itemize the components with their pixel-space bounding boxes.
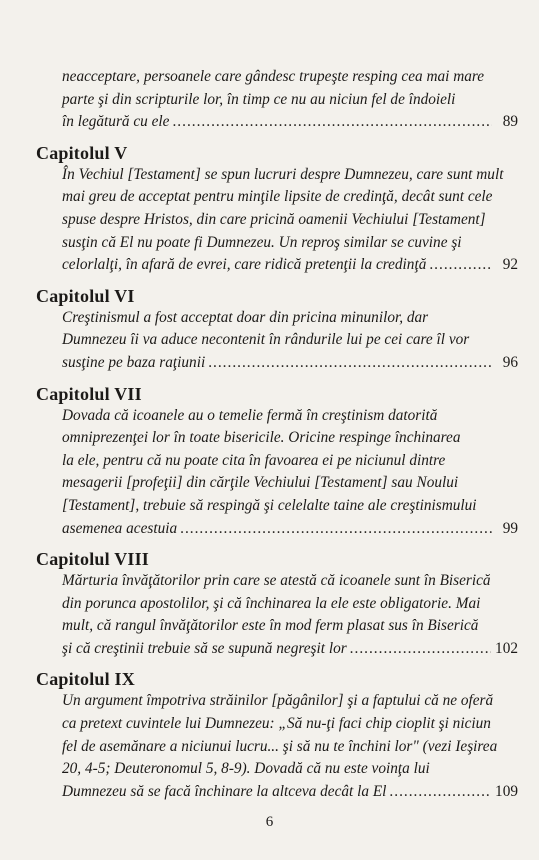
toc-chapter-5	[36, 142, 518, 277]
toc-entry-last-line	[62, 254, 518, 277]
table-of-contents	[36, 66, 518, 803]
chapter-heading: Capitolul IX	[36, 669, 135, 690]
toc-entry-line: 20, 4-5; Deuteronomul 5, 8-9). Dovadă că nu este voinţa lui	[62, 760, 430, 778]
toc-page-number: 102	[495, 639, 518, 657]
toc-entry-last-line	[62, 352, 518, 375]
toc-entry-line: fel de asemănare a niciunui lucru... şi să nu te închini lor" (vezi Ieşirea	[62, 737, 498, 755]
toc-entry-line: susţin că El nu poate fi Dumnezeu. Un reproş similar se cuvine şi	[62, 233, 462, 251]
toc-page-number: 109	[495, 782, 518, 800]
dot-leader	[350, 638, 491, 661]
toc-entry-last-line	[62, 781, 518, 804]
dot-leader	[429, 254, 492, 277]
toc-entry-line: [Testament], trebuie să respingă şi celelalte taine ale creştinismului	[62, 496, 477, 514]
toc-page-number: 99	[502, 519, 518, 537]
toc-entry-line: mesagerii [profeţii] din cărţile Vechiului [Testament] sau Noului	[62, 474, 459, 492]
toc-entry-line: mai greu de acceptat pentru minţile lipsite de credinţă, decât sunt cele	[62, 188, 493, 206]
toc-entry-line: neacceptare, persoanele care gândesc trupeşte resping cea mai mare	[62, 68, 485, 85]
toc-entry-last-line	[62, 518, 518, 541]
page-footer-number: 6	[265, 814, 274, 830]
dot-leader	[172, 111, 492, 134]
toc-entry-text: şi că creştinii trebuie să se supună negreşit lor	[62, 639, 347, 657]
dot-leader	[389, 781, 491, 804]
chapter-heading: Capitolul V	[36, 142, 128, 163]
toc-page-number: 96	[502, 353, 518, 371]
toc-entry-line: mult, că rangul învăţătorilor este în mod ferm plasat sus în Biserică	[62, 617, 479, 635]
toc-page-number: 89	[502, 113, 518, 131]
toc-entry-line: parte şi din scripturile lor, în timp ce nu au niciun fel de îndoieli	[62, 90, 456, 108]
toc-entry-line: din porunca apostolilor, şi că închinarea la ele este obligatorie. Mai	[62, 594, 481, 612]
toc-chapter-8	[36, 548, 518, 660]
toc-entry-text: celorlalţi, în afară de evrei, care ridică pretenţii la credinţă	[62, 256, 427, 274]
toc-entry-line: Dovada că icoanele au o temelie fermă în creştinism datorită	[62, 406, 438, 424]
chapter-heading: Capitolul VI	[36, 285, 135, 306]
toc-entry-text: în legătură cu ele	[62, 113, 170, 131]
toc-entry-last-line	[62, 111, 518, 134]
toc-page-number: 92	[502, 256, 518, 274]
toc-entry-line: ca pretext cuvintele lui Dumnezeu: „Să nu-ţi faci chip cioplit şi niciun	[62, 715, 491, 733]
toc-entry-text: Dumnezeu să se facă închinare la altceva decât la El	[62, 782, 387, 800]
dot-leader	[208, 352, 492, 375]
toc-entry-line: Mărturia învăţătorilor prin care se atestă că icoanele sunt în Biserică	[62, 572, 491, 590]
toc-chapter-9	[36, 668, 518, 803]
toc-entry-line: Creştinismul a fost acceptat doar din pricina minunilor, dar	[62, 308, 429, 326]
toc-entry-continuation	[62, 66, 518, 134]
chapter-heading: Capitolul VIII	[36, 549, 150, 570]
toc-chapter-7	[36, 383, 518, 541]
toc-entry-text: susţine pe baza raţiunii	[62, 353, 206, 371]
toc-entry-line: Un argument împotriva străinilor [păgânilor] şi a faptului că ne oferă	[62, 692, 494, 710]
toc-entry-line: spuse despre Hristos, din care pricină oamenii Vechiului [Testament]	[62, 210, 486, 228]
toc-entry-line: Dumnezeu îi va aduce necontenit în rândurile lui pe cei care îl vor	[62, 331, 470, 349]
toc-entry-line: la ele, pentru că nu poate cita în favoarea ei pe niciunul dintre	[62, 451, 446, 469]
dot-leader	[180, 518, 492, 541]
toc-entry-line: În Vechiul [Testament] se spun lucruri despre Dumnezeu, care sunt mult	[62, 165, 504, 183]
toc-chapter-6	[36, 285, 518, 375]
toc-entry-text: asemenea acestuia	[62, 519, 178, 537]
chapter-heading: Capitolul VII	[36, 383, 142, 404]
toc-entry-line: omniprezenţei lor în toate bisericile. Oricine respinge închinarea	[62, 429, 461, 447]
toc-entry-last-line	[62, 638, 518, 661]
